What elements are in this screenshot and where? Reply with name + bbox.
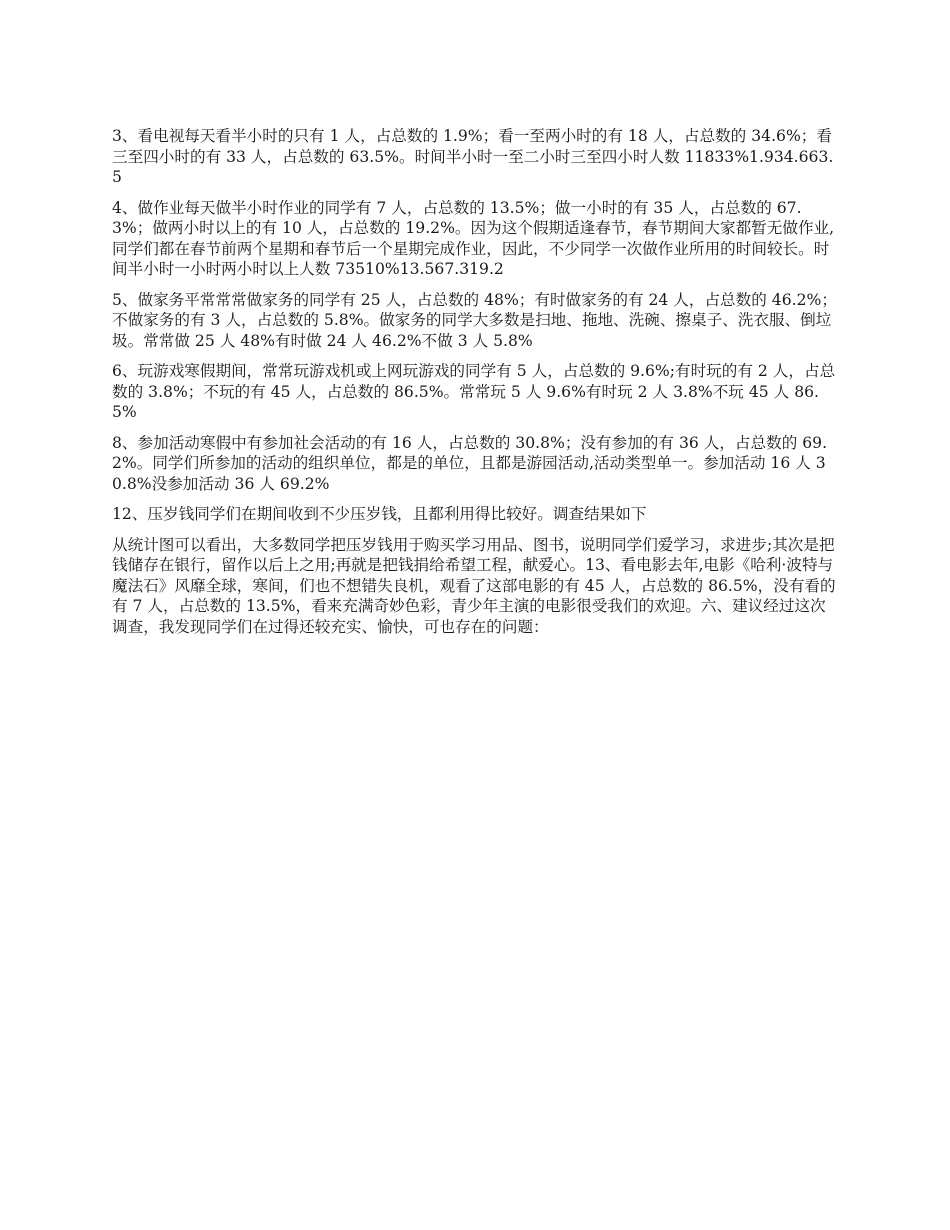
paragraph-games: 6、玩游戏寒假期间，常常玩游戏机或上网玩游戏的同学有 5 人，占总数的 9.6%;有时玩的有 2 人，占总数的 3.8%；不玩的有 45 人，占总数的 86.5%。常常玩 5 人 9.6%有时玩 2 人 3.8%不玩 45 人 86.5% bbox=[112, 362, 836, 421]
document-page bbox=[112, 126, 840, 647]
paragraph-activities: 8、参加活动寒假中有参加社会活动的有 16 人，占总数的 30.8%；没有参加的有 36 人，占总数的 69.2%。同学们所参加的活动的组织单位，都是的单位，且都是游园活动,活动类型单一。参加活动 16 人 30.8%没参加活动 36 人 69.2% bbox=[112, 433, 828, 493]
paragraph-lucky-money: 12、压岁钱同学们在期间收到不少压岁钱，且都利用得比较好。调查结果如下 bbox=[112, 505, 647, 523]
paragraph-tv: 3、看电视每天看半小时的只有 1 人，占总数的 1.9%；看一至两小时的有 18 人，占总数的 34.6%；看三至四小时的有 33 人，占总数的 63.5%。时间半小时一至二小时三至四小时人数 11833%1.934.663.5 bbox=[112, 127, 834, 186]
paragraph-housework: 5、做家务平常常常做家务的同学有 25 人，占总数的 48%；有时做家务的有 24 人，占总数的 46.2%；不做家务的有 3 人，占总数的 5.8%。做家务的同学大多数是扫地、拖地、洗碗、擦桌子、洗衣服、倒垃圾。常常做 25 人 48%有时做 24 人 46.2%不做 3 人 5.8% bbox=[112, 290, 837, 350]
paragraph-conclusion: 从统计图可以看出，大多数同学把压岁钱用于购买学习用品、图书，说明同学们爱学习，求进步;其次是把钱储存在银行，留作以后上之用;再就是把钱捐给希望工程，献爱心。13、看电影去年,电影《哈利·波特与魔法石》风靡全球，寒间，们也不想错失良机，观看了这部电影的有 45 人，占总数的 86.5%，没有看的有 7 人，占总数的 13.5%，看来充满奇妙色彩，青少年主演的电影很受我们的欢迎。六、建议经过这次调查，我发现同学们在过得还较充实、愉快，可也存在的问题： bbox=[112, 535, 836, 636]
paragraph-homework: 4、做作业每天做半小时作业的同学有 7 人，占总数的 13.5%；做一小时的有 35 人，占总数的 67.3%；做两小时以上的有 10 人，占总数的 19.2%。因为这个假期适逢春节，春节期间大家都暂无做作业,同学们都在春节前两个星期和春节后一个星期完成作业，因此，不少同学一次做作业所用的时间较长。时间半小时一小时两小时以上人数 73510%13.567.319.2 bbox=[112, 198, 835, 278]
